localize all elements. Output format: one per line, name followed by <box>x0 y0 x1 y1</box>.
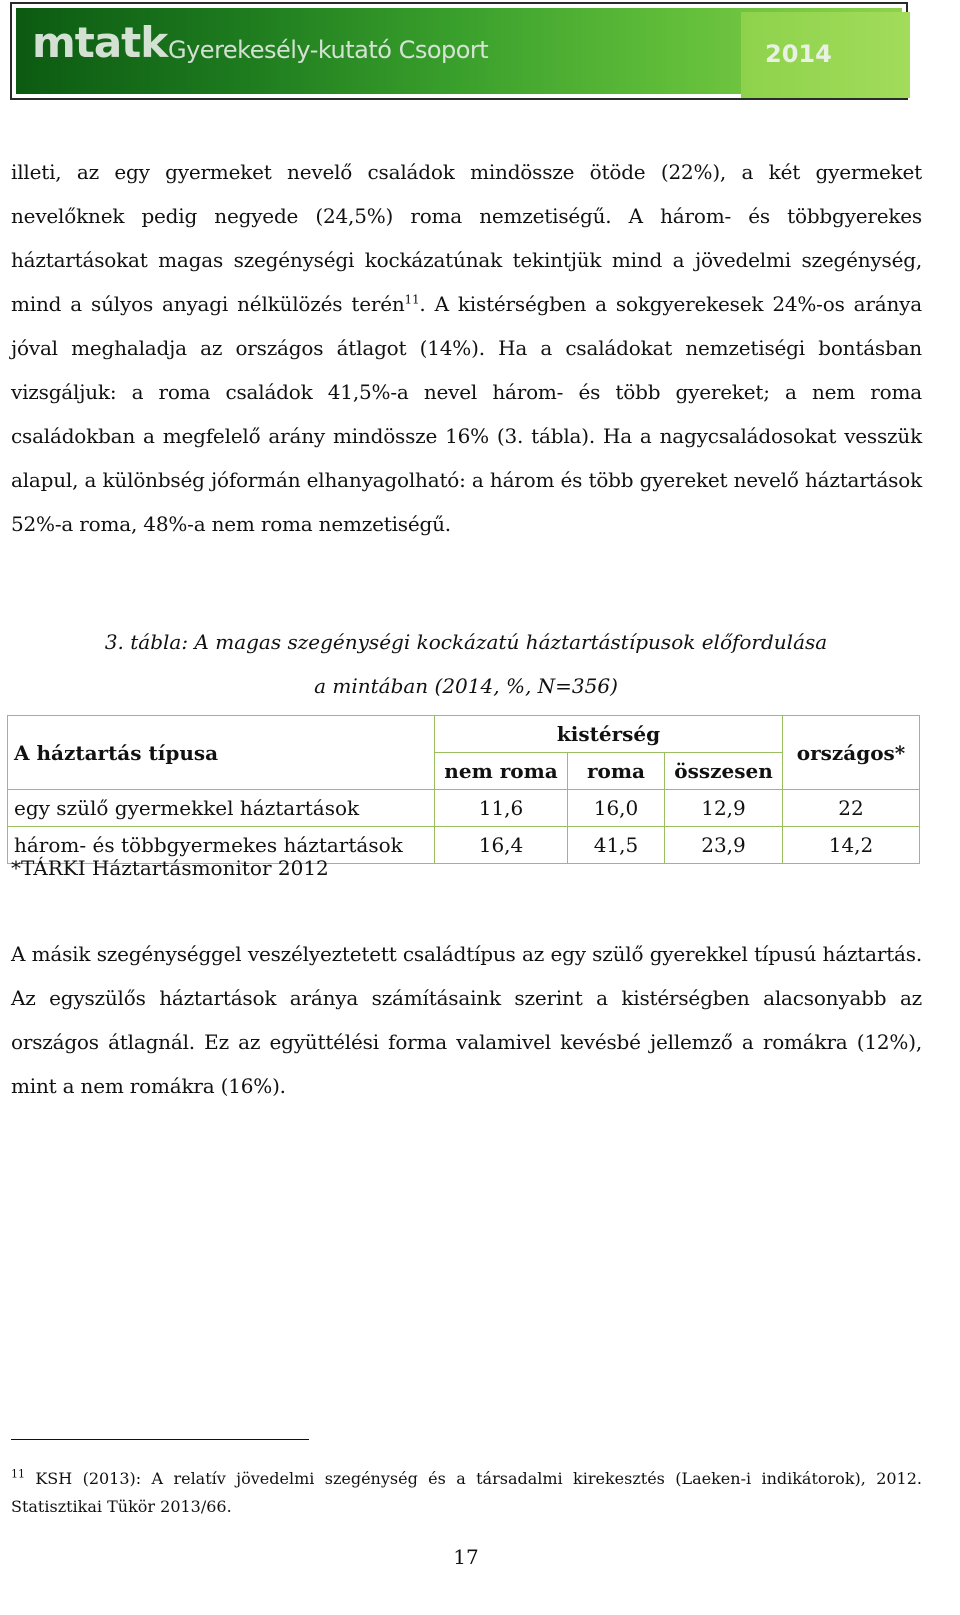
row-label: egy szülő gyermekkel háztartások <box>8 790 435 827</box>
table-caption-line-2: a mintában (2014, %, N=356) <box>314 674 618 698</box>
row-label: három- és többgyermekes háztartások <box>8 827 435 864</box>
cell-nem-roma: 16,4 <box>435 827 568 864</box>
table-caption <box>0 620 932 708</box>
table-row <box>8 790 920 827</box>
col-header-osszesen: összesen <box>665 753 783 790</box>
banner-year-box <box>741 12 910 98</box>
cell-roma: 16,0 <box>568 790 665 827</box>
paragraph-1-part-a: illeti, az egy gyermeket nevelő családok mindössze ötöde (22%), a két gyermeket nevelőknek pedig negyede (24,5%) roma nemzetiségű. A három- és többgyerekes háztartásokat magas szegénységi kockázatúnak tekintjük mind a jövedelmi szegénység, mind a súlyos anyagi nélkülözés terén <box>11 160 922 316</box>
cell-orszagos: 14,2 <box>783 827 920 864</box>
col-header-nem-roma: nem roma <box>435 753 568 790</box>
banner-year: 2014 <box>765 40 832 68</box>
cell-nem-roma: 11,6 <box>435 790 568 827</box>
banner-subtitle: Gyerekesély-kutató Csoport <box>168 36 489 64</box>
paragraph-1-part-b: . A kistérségben a sokgyerekesek 24%-os aránya jóval meghaladja az országos átlagot (14%). Ha a családokat nemzetiségi bontásban vizsgáljuk: a roma családok 41,5%-a nevel három- és több gyereket; a nem roma családokban a megfelelő arány mindössze 16% (3. tábla). Ha a nagycsaládosokat vesszük alapul, a különbség jóformán elhanyagolható: a három és több gyereket nevelő háztartások 52%-a roma, 48%-a nem roma nemzetiségű. <box>11 292 922 536</box>
cell-osszesen: 12,9 <box>665 790 783 827</box>
footnote-number: 11 <box>11 1467 25 1481</box>
page-number: 17 <box>453 1545 479 1569</box>
data-table <box>7 715 920 864</box>
paragraph-1 <box>11 150 922 546</box>
footnote-text: KSH (2013): A relatív jövedelmi szegénység és a társadalmi kirekesztés (Laeken-i indikátorok), 2012. Statisztikai Tükör 2013/66. <box>11 1469 922 1516</box>
col-header-orszagos: országos* <box>783 716 920 790</box>
paragraph-1-text <box>11 150 922 546</box>
footnote-ref[interactable]: 11 <box>404 292 420 307</box>
cell-orszagos: 22 <box>783 790 920 827</box>
cell-osszesen: 23,9 <box>665 827 783 864</box>
header-banner <box>10 2 908 100</box>
col-header-roma: roma <box>568 753 665 790</box>
paragraph-2 <box>11 932 922 1108</box>
table-source: *TÁRKI Háztartásmonitor 2012 <box>11 856 329 880</box>
banner-background <box>16 8 902 94</box>
footnote-divider <box>11 1439 309 1440</box>
footnote <box>11 1465 922 1521</box>
paragraph-2-text: A másik szegénységgel veszélyeztetett családtípus az egy szülő gyerekkel típusú háztartás. Az egyszülős háztartások aránya számításaink szerint a kistérségben alacsonyabb az országos átlagnál. Ez az együttélési forma valamivel kevésbé jellemző a romákra (12%), mint a nem romákra (16%). <box>11 942 922 1098</box>
cell-roma: 41,5 <box>568 827 665 864</box>
table-caption-line-1: 3. tábla: A magas szegénységi kockázatú háztartástípusok előfordulása <box>104 630 828 654</box>
table-header-row <box>8 716 920 753</box>
col-header-kisterseg: kistérség <box>435 716 783 753</box>
mtatk-logo: mtatk <box>32 18 168 67</box>
col-header-type: A háztartás típusa <box>8 716 435 790</box>
